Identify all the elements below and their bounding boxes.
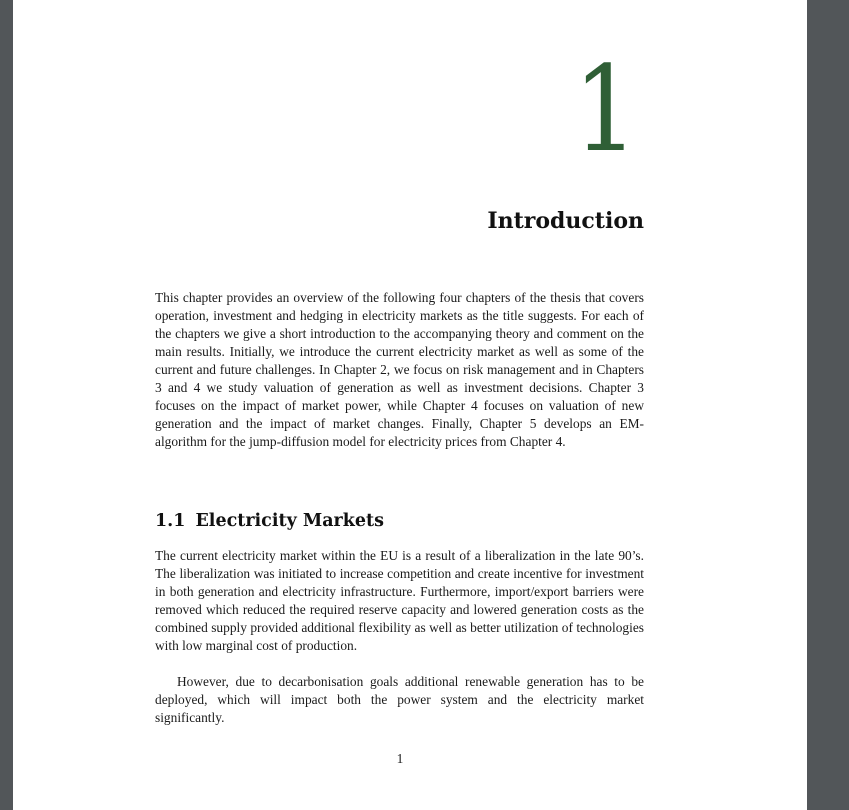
section-paragraph: The current electricity market within the EU is a result of a liberalization in the late 90’s. The liberalization was initiated to increase competition and create incentive for investment in both generation and electricity infrastructure. Furthermore, import/export barriers were removed which reduced the required reserve capacity and lowered generation costs as the combined supply provided additional flexibility as well as better utilization of technologies with low marginal cost of production. — [155, 548, 644, 653]
page-number: 1 — [396, 751, 404, 766]
document-page — [13, 0, 807, 810]
chapter-title: Introduction — [487, 208, 644, 234]
section-paragraph: However, due to decarbonisation goals additional renewable generation has to be deployed, which will impact both the power system and the electricity market significantly. — [155, 674, 644, 725]
section-title: Electricity Markets — [195, 511, 384, 531]
chapter-number: 1 — [573, 40, 638, 178]
intro-paragraph: This chapter provides an overview of the following four chapters of the thesis that covers operation, investment and hedging in electricity markets as the title suggests. For each of the chapters we give a short introduction to the accompanying theory and comment on the main results. Initially, we introduce the current electricity market as well as some of the current and future challenges. In Chapter 2, we focus on risk management and in Chapters 3 and 4 we study valuation of generation as well as investment decisions. Chapter 3 focuses on the impact of market power, while Chapter 4 focuses on valuation of new generation and the impact of market changes. Finally, Chapter 5 develops an EM-algorithm for the jump-diffusion model for electricity prices from Chapter 4. — [155, 290, 644, 449]
section-heading — [155, 509, 384, 533]
section-number: 1.1 — [155, 511, 186, 531]
